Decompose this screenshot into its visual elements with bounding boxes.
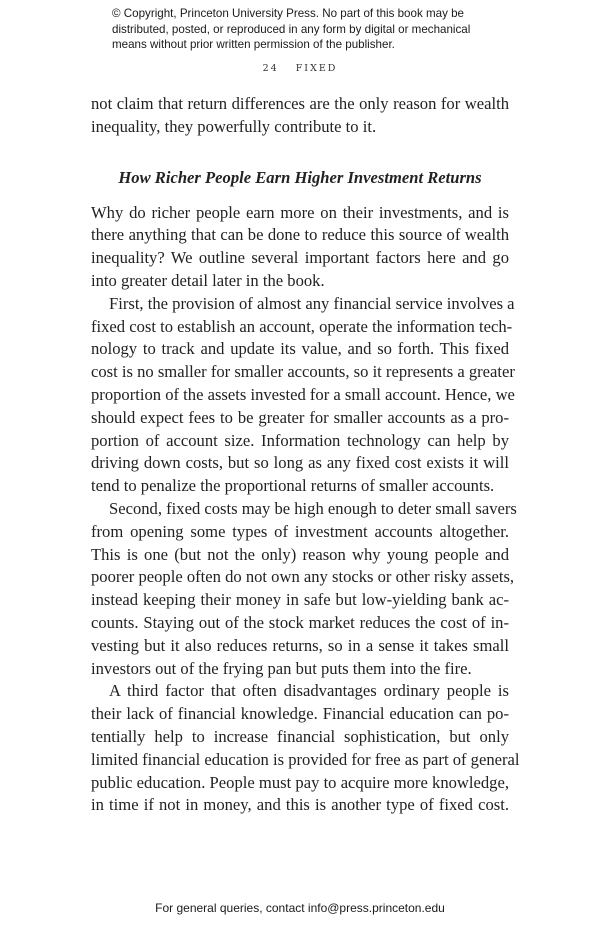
- text-line: inequality, they powerfully contribute to it.: [91, 116, 377, 136]
- text-line: vesting but it also reduces returns, so in a sense it takes small: [91, 635, 509, 655]
- text-line: should expect fees to be greater for smaller accounts as a pro-: [91, 407, 509, 427]
- copyright-line: distributed, posted, or reproduced in any form by digital or mechanical: [112, 22, 471, 36]
- text-line: public education. People must pay to acquire more knowledge,: [91, 772, 509, 792]
- text-line: A third factor that often disadvantages ordinary people is: [109, 681, 509, 701]
- text-line: instead keeping their money in safe but low-yielding bank ac-: [91, 590, 509, 610]
- text-line: This is one (but not the only) reason why young people and: [91, 544, 509, 564]
- text-line: portion of account size. Information technology can help by: [91, 430, 509, 450]
- text-line: into greater detail later in the book.: [91, 270, 325, 290]
- section-heading: How Richer People Earn Higher Investment Returns: [118, 167, 482, 187]
- text-line: driving down costs, but so long as any fixed cost exists it will: [91, 453, 509, 473]
- text-line: cost is no smaller for smaller accounts, so it represents a greater: [91, 362, 515, 382]
- text-line: tentially help to increase financial sophistication, but only: [91, 726, 509, 746]
- paragraph-third-factor: [91, 680, 520, 817]
- text-line: fixed cost to establish an account, operate the information tech-: [91, 316, 513, 336]
- page-number: 24: [262, 63, 279, 74]
- text-line: inequality? We outline several important factors here and go: [91, 248, 509, 268]
- paragraph-second-factor: [91, 498, 517, 680]
- text-line: limited financial education is provided for free as part of general: [91, 749, 520, 769]
- copyright-line: means without prior written permission of the publisher.: [112, 38, 395, 51]
- paragraph-continuation: [91, 93, 509, 139]
- text-line: investors out of the frying pan but puts them into the fire.: [91, 658, 472, 678]
- text-line: nology to track and update its value, and so forth. This fixed: [91, 339, 509, 359]
- text-line: counts. Staying out of the stock market reduces the cost of in-: [91, 612, 509, 632]
- text-line: not claim that return differences are the only reason for wealth: [91, 94, 509, 113]
- copyright-notice: [112, 6, 512, 53]
- paragraph-intro: [91, 202, 509, 293]
- copyright-line: © Copyright, Princeton University Press. No part of this book may be: [112, 7, 464, 20]
- text-line: proportion of the assets invested for a small account. Hence, we: [91, 384, 515, 404]
- paragraph-first-factor: [91, 293, 515, 498]
- text-line: there anything that can be done to reduce this source of wealth: [91, 225, 509, 245]
- running-head: [0, 63, 600, 74]
- text-line: Second, fixed costs may be high enough to deter small savers: [109, 498, 517, 518]
- text-line: Why do richer people earn more on their investments, and is: [91, 202, 509, 222]
- text-line: tend to penalize the proportional returns of smaller accounts.: [91, 476, 495, 496]
- text-line: their lack of financial knowledge. Financial education can po-: [91, 704, 509, 724]
- text-line: in time if not in money, and this is another type of fixed cost.: [91, 795, 509, 815]
- chapter-title: FIXED: [295, 63, 338, 74]
- text-line: from opening some types of investment accounts altogether.: [91, 521, 509, 541]
- body-text: [91, 93, 520, 817]
- footer-contact: For general queries, contact info@press.princeton.edu: [155, 901, 445, 915]
- text-line: First, the provision of almost any financial service involves a: [109, 293, 515, 313]
- text-line: poorer people often do not own any stocks or other risky assets,: [91, 567, 515, 587]
